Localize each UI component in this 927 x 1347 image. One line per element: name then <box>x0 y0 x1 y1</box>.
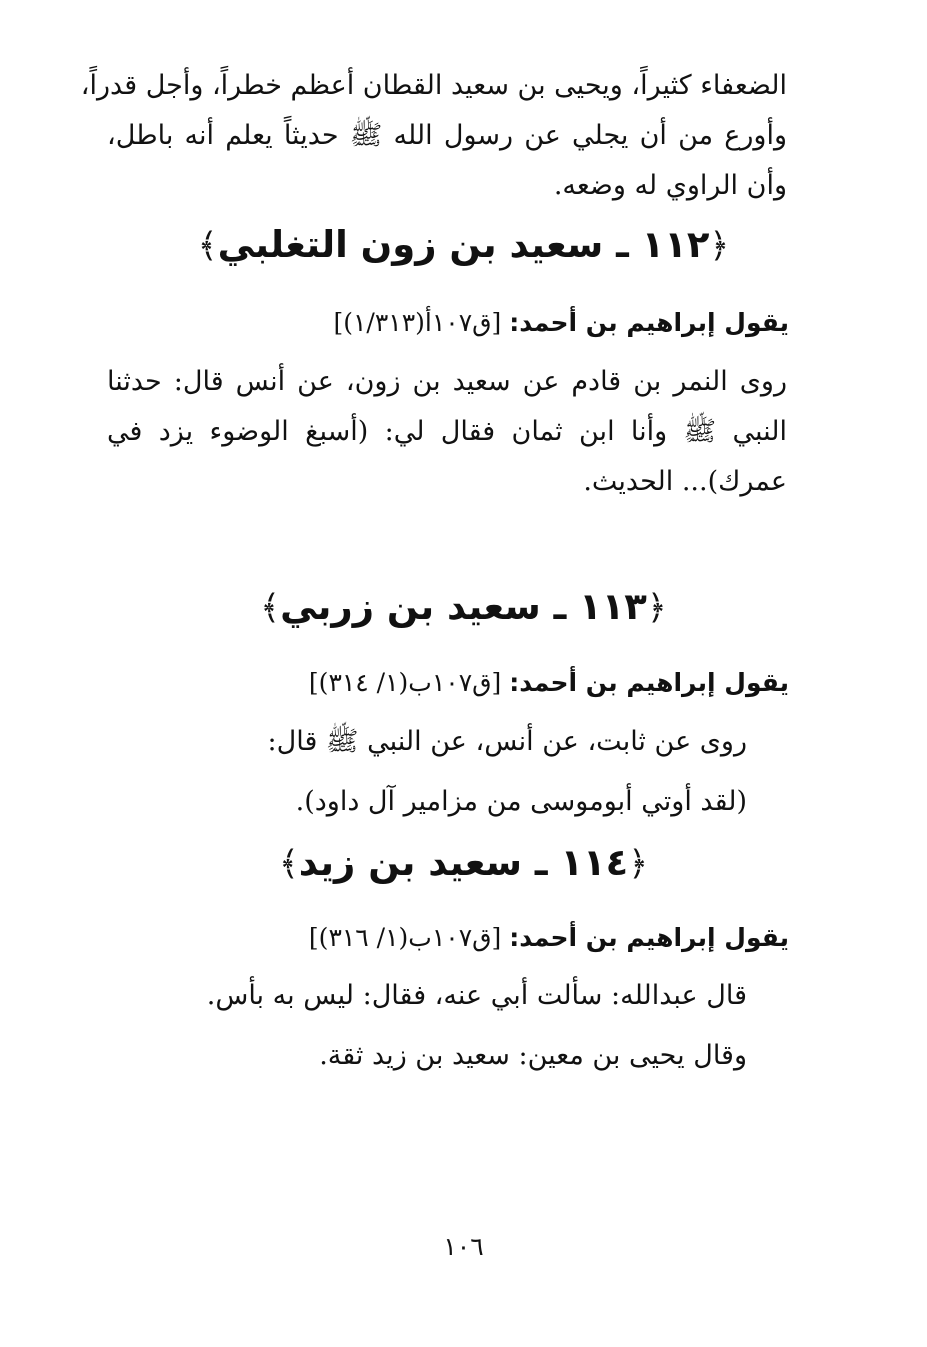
source-narrator: يقول إبراهيم بن أحمد: <box>509 923 789 952</box>
heading-ornament-open: ﴿ <box>709 226 730 266</box>
entry-114-line-1: قال عبدالله: سألت أبي عنه، فقال: ليس به بأس. <box>206 980 747 1011</box>
entry-113-source <box>309 665 789 701</box>
entry-113-line-2: (لقد أوتي أبوموسى من مزامير آل داود). <box>295 786 747 817</box>
entry-112-title: ١١٢ ـ سعيد بن زون التغلبي <box>217 223 710 266</box>
entry-114-line-2: وقال يحيى بن معين: سعيد بن زيد ثقة. <box>319 1040 747 1071</box>
page-number: ١٠٦ <box>443 1232 484 1261</box>
entry-112-line-2: النبي ﷺ وأنا ابن ثمان فقال لي: (أسبغ الوضوء يزد في <box>107 416 787 447</box>
heading-ornament-close: ﴾ <box>278 844 299 884</box>
source-reference: [ق١٠٧ب(١/ ٣١٤)] <box>308 668 502 697</box>
source-reference: [ق١٠٧أ(١/٣١٣)] <box>333 308 502 337</box>
entry-112-source <box>333 305 789 341</box>
entry-114-source <box>309 920 789 956</box>
intro-line-3: وأن الراوي له وضعه. <box>553 170 787 201</box>
entry-113-title: ١١٣ ـ سعيد بن زربي <box>280 585 647 628</box>
intro-line-1: الضعفاء كثيراً، ويحيى بن سعيد القطان أعظم خطراً، وأجل قدراً، <box>80 70 787 101</box>
entry-112-line-1: روى النمر بن قادم عن سعيد بن زون، عن أنس قال: حدثنا <box>107 366 787 397</box>
heading-ornament-open: ﴿ <box>628 844 649 884</box>
source-narrator: يقول إبراهيم بن أحمد: <box>509 668 789 697</box>
heading-ornament-open: ﴿ <box>646 588 667 628</box>
intro-line-2: وأورع من أن يجلي عن رسول الله ﷺ حديثاً يعلم أنه باطل، <box>107 120 787 151</box>
source-reference: [ق١٠٧ب(١/ ٣١٦)] <box>308 923 502 952</box>
entry-113-heading <box>0 580 927 635</box>
source-narrator: يقول إبراهيم بن أحمد: <box>509 308 789 337</box>
entry-114-heading <box>0 836 927 891</box>
entry-113-line-1: روى عن ثابت، عن أنس، عن النبي ﷺ قال: <box>267 726 747 757</box>
entry-114-title: ١١٤ ـ سعيد بن زيد <box>298 841 629 884</box>
heading-ornament-close: ﴾ <box>260 588 281 628</box>
entry-112-heading <box>0 218 927 273</box>
entry-112-line-3: عمرك)... الحديث. <box>583 466 787 497</box>
heading-ornament-close: ﴾ <box>197 226 218 266</box>
